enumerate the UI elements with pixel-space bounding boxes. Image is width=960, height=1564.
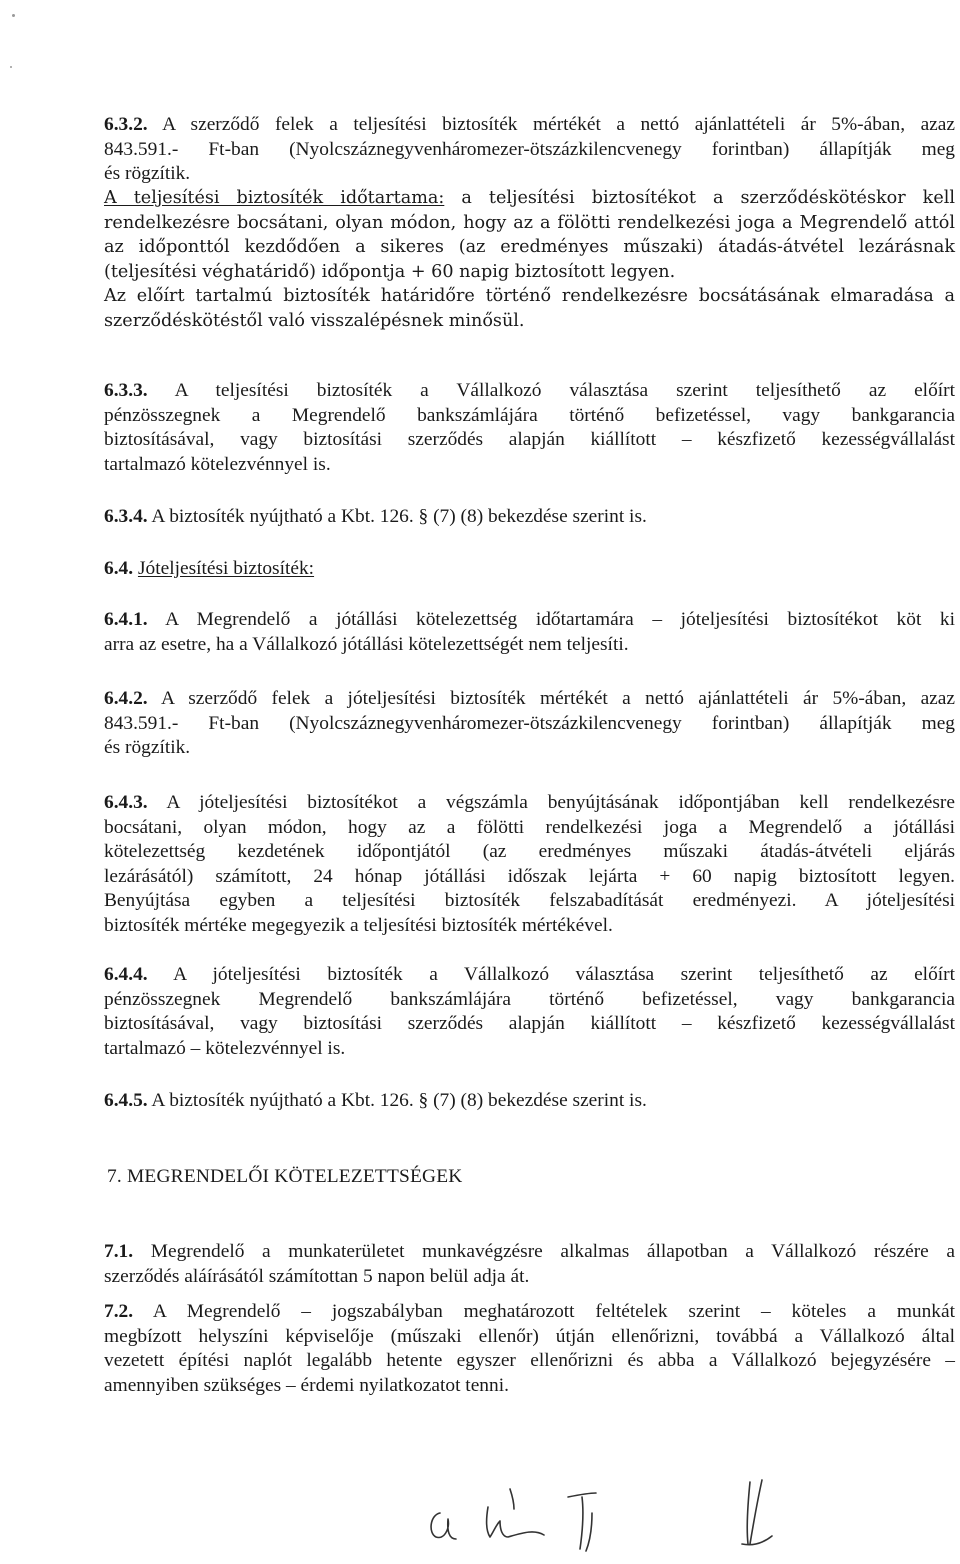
clause-text: A Megrendelő – jogszabályban meghatározott feltételek szerint – köteles a munkát xyxy=(152,1301,955,1322)
clause-text: A biztosíték nyújtható a Kbt. 126. § (7) (8) bekezdése szerint is. xyxy=(151,506,647,527)
clause-line: tartalmazó – kötelezvénnyel is. xyxy=(104,1037,346,1059)
paragraph-line: az időponttól kezdődően a sikeres (az eredményes műszaki) átadás-átvétel lezárásnak xyxy=(104,237,955,257)
clause-number: 6.4.1. xyxy=(104,609,148,630)
paragraph-line: (teljesítési véghatáridő) időpontja + 60 napig biztosított legyen. xyxy=(104,261,676,282)
clause-6-4-2 xyxy=(104,687,955,761)
section-title: Jóteljesítési biztosíték: xyxy=(137,558,315,579)
clause-6-4-3 xyxy=(104,791,955,938)
paragraph-text: a teljesítési biztosítékot a szerződéskötéskor kell xyxy=(461,188,956,208)
clause-7-1 xyxy=(104,1240,955,1289)
clause-6-3-4 xyxy=(104,505,955,530)
clause-text: A Megrendelő a jótállási kötelezettség időtartamára – jóteljesítési biztosítékot köt ki xyxy=(165,609,955,630)
paragraph-line xyxy=(104,186,955,211)
clause-line xyxy=(104,1089,955,1114)
paragraph-line: szerződéskötéstől való visszalépésnek minősül. xyxy=(104,310,525,331)
clause-number: 6.4.2. xyxy=(104,688,148,709)
clause-line: szerződés aláírásától számítottan 5 napon belül adja át. xyxy=(104,1265,530,1287)
clause-number: 7.2. xyxy=(104,1301,134,1322)
clause-number: 6.4.3. xyxy=(104,792,148,813)
clause-line: biztosításával, vagy biztosítási szerződés alapján kiállított – készfizető kezességvállalást xyxy=(104,429,955,450)
clause-line xyxy=(104,379,955,404)
clause-line xyxy=(104,608,955,633)
clause-text: A biztosíték nyújtható a Kbt. 126. § (7) (8) bekezdése szerint is. xyxy=(151,1090,647,1111)
clause-line: és rögzítik. xyxy=(104,163,191,184)
clause-line: kötelezettség kezdetének időpontjától (az eredményes műszaki átadás-átvételi eljárás xyxy=(104,841,955,862)
clause-6-3-2 xyxy=(104,113,955,187)
clause-line xyxy=(104,1300,955,1325)
scan-speck xyxy=(12,14,15,17)
paragraph-line: rendelkezésre bocsátani, olyan módon, hogy az a fölötti rendelkezési joga a Megrendelő attól xyxy=(104,212,955,233)
clause-line: pénzösszegnek a Megrendelő bankszámlájára történő befizetéssel, vagy bankgarancia xyxy=(104,404,955,426)
heading-line xyxy=(104,557,955,582)
section-number: 6.4. xyxy=(104,558,134,579)
clause-line: 843.591.- Ft-ban (Nyolcszáznegyvenháromezer-ötszázkilencvenegy forintban) állapítják meg xyxy=(104,138,955,160)
clause-line xyxy=(104,791,955,816)
clause-line xyxy=(104,687,955,712)
clause-number: 6.4.4. xyxy=(104,964,148,985)
clause-line: biztosításával, vagy biztosítási szerződés alapján kiállított – készfizető kezességvállalást xyxy=(104,1013,955,1034)
clause-number: 7.1. xyxy=(104,1241,134,1262)
guarantee-duration-paragraph xyxy=(104,186,955,333)
clause-6-3-3 xyxy=(104,379,955,477)
clause-line: 843.591.- Ft-ban (Nyolcszáznegyvenháromezer-ötszázkilencvenegy forintban) állapítják meg xyxy=(104,712,955,734)
clause-line: megbízott helyszíni képviselője (műszaki ellenőr) útján ellenőrizni, továbbá a Vállalkozó által xyxy=(104,1325,955,1347)
clause-number: 6.3.3. xyxy=(104,380,148,401)
clause-line xyxy=(104,505,955,530)
clause-line: pénzösszegnek Megrendelő bankszámlájára történő befizetéssel, vagy bankgarancia xyxy=(104,988,955,1010)
clause-6-4-1 xyxy=(104,608,955,657)
clause-line xyxy=(104,1240,955,1265)
clause-line: tartalmazó kötelezvénnyel is. xyxy=(104,453,331,475)
clause-number: 6.3.4. xyxy=(104,506,148,527)
clause-6-4-4 xyxy=(104,963,955,1061)
clause-text: A szerződő felek a jóteljesítési biztosíték mértékét a nettó ajánlattételi ár 5%-ában, azaz xyxy=(160,688,956,709)
scan-speck xyxy=(10,66,12,68)
section-6-4-heading xyxy=(104,557,955,582)
clause-6-4-5 xyxy=(104,1089,955,1114)
clause-text: Megrendelő a munkaterületet munkavégzésre alkalmas állapotban a Vállalkozó részére a xyxy=(150,1241,955,1262)
signature-initials-right xyxy=(728,1470,798,1554)
clause-text: A jóteljesítési biztosítékot a végszámla benyújtásának időpontjában kell rendelkezésre xyxy=(166,792,955,813)
clause-line: Benyújtása egyben a teljesítési biztosíték felszabadítását eredményezi. A jóteljesítési xyxy=(104,890,955,911)
clause-line: és rögzítik. xyxy=(104,737,191,758)
clause-number: 6.4.5. xyxy=(104,1090,148,1111)
clause-line xyxy=(104,113,955,138)
clause-number: 6.3.2. xyxy=(104,114,148,135)
clause-text: A teljesítési biztosíték a Vállalkozó választása szerint teljesíthető az előírt xyxy=(174,380,955,401)
paragraph-line: Az előírt tartalmú biztosíték határidőre történő rendelkezésre bocsátásának elmaradása a xyxy=(104,286,955,306)
clause-text: A jóteljesítési biztosíték a Vállalkozó választása szerint teljesíthető az előírt xyxy=(173,964,955,985)
clause-7-2 xyxy=(104,1300,955,1398)
section-7-heading: 7. MEGRENDELŐI KÖTELEZETTSÉGEK xyxy=(107,1166,463,1187)
clause-line: vezetett építési naplót legalább hetente egyszer ellenőrizni és abba a Vállalkozó bejegyzésére – xyxy=(104,1350,955,1371)
clause-line: biztosíték mértéke megegyezik a teljesítési biztosíték mértékével. xyxy=(104,914,613,936)
clause-line xyxy=(104,963,955,988)
clause-line: amennyiben szükséges – érdemi nyilatkozatot tenni. xyxy=(104,1374,509,1396)
clause-line: arra az esetre, ha a Vállalkozó jótállási kötelezettségét nem teljesíti. xyxy=(104,633,629,655)
signature-initials-left xyxy=(418,1473,608,1553)
clause-line: lezárásától) számított, 24 hónap jótállási időszak lejárta + 60 napig biztosított legyen. xyxy=(104,865,955,887)
duration-lead: A teljesítési biztosíték időtartama: xyxy=(104,188,445,208)
clause-line: bocsátani, olyan módon, hogy az a fölötti rendelkezési joga a Megrendelő a jótállási xyxy=(104,816,955,838)
clause-text: A szerződő felek a teljesítési biztosíték mértékét a nettó ajánlattételi ár 5%-ában, azaz xyxy=(162,114,955,135)
